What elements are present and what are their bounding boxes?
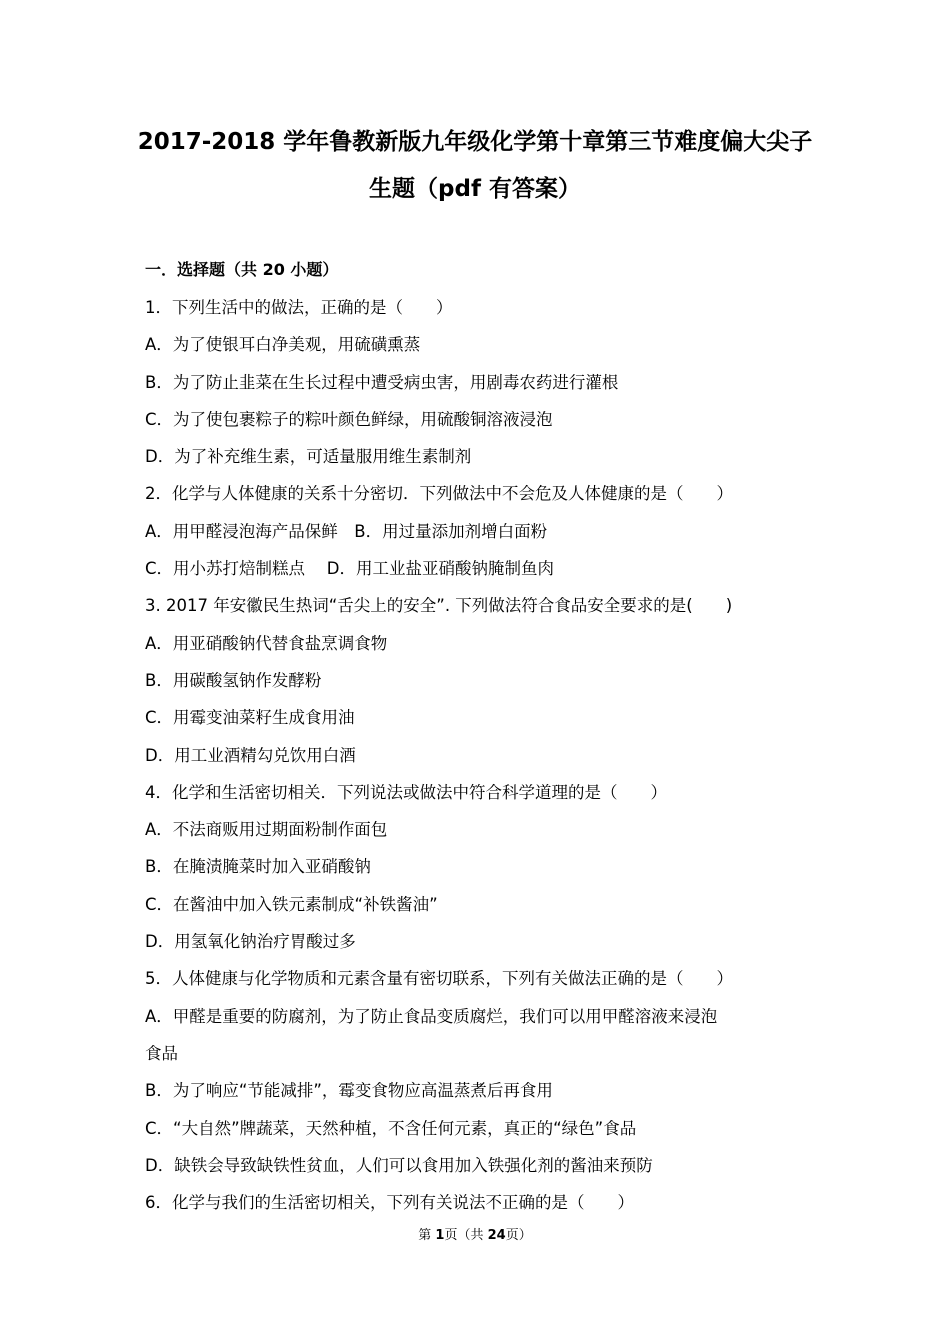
question-1-stem: 1．下列生活中的做法，正确的是（ ）	[145, 298, 453, 317]
document-title-line-2: 生题（pdf 有答案）	[369, 176, 581, 202]
footer-page-number: 1	[435, 1228, 445, 1243]
document-title-line-1: 2017-2018 学年鲁教新版九年级化学第十章第三节难度偏大尖子	[137, 129, 813, 155]
question-1-option-d: D．为了补充维生素，可适量服用维生素制剂	[145, 447, 472, 467]
footer-suffix: 页）	[505, 1228, 532, 1243]
question-5-option-a: A．甲醛是重要的防腐剂，为了防止食品变质腐烂，我们可以用甲醛溶液来浸泡	[145, 1006, 718, 1026]
question-5-option-d: D．缺铁会导致缺铁性贫血，人们可以食用加入铁强化剂的酱油来预防	[145, 1155, 653, 1175]
question-5-option-a-continued: 食品	[145, 1043, 178, 1063]
question-2-options-ab: A．用甲醛浸泡海产品保鲜 B．用过量添加剂增白面粉	[145, 521, 548, 541]
footer-page-total: 24	[487, 1228, 506, 1243]
question-2-stem: 2．化学与人体健康的关系十分密切．下列做法中不会危及人体健康的是（ ）	[145, 484, 733, 504]
question-2-options-cd: C．用小苏打焙制糕点 D．用工业盐亚硝酸钠腌制鱼肉	[145, 559, 554, 579]
section-heading: 一．选择题（共 20 小题）	[145, 260, 339, 279]
question-list	[145, 296, 825, 1228]
question-4-stem: 4．化学和生活密切相关．下列说法或做法中符合科学道理的是（ ）	[145, 782, 667, 802]
question-4-option-d: D．用氢氧化钠治疗胃酸过多	[145, 932, 356, 952]
question-6-stem: 6．化学与我们的生活密切相关，下列有关说法不正确的是（ ）	[145, 1193, 634, 1213]
question-1-option-c: C．为了使包裹粽子的粽叶颜色鲜绿，用硫酸铜溶液浸泡	[145, 409, 553, 429]
footer-middle: 页（共	[444, 1228, 488, 1243]
question-1-option-a: A．为了使银耳白净美观，用硫磺熏蒸	[145, 335, 421, 355]
page-footer	[0, 1227, 950, 1245]
question-3-option-c: C．用霉变油菜籽生成食用油	[145, 708, 355, 728]
question-3-option-a: A．用亚硝酸钠代替食盐烹调食物	[145, 633, 388, 653]
question-4-option-c: C．在酱油中加入铁元素制成“补铁酱油”	[145, 894, 438, 914]
question-3-stem: 3. 2017 年安徽民生热词“舌尖上的安全”. 下列做法符合食品安全要求的是( )	[145, 596, 733, 616]
question-5-option-b: B．为了响应“节能减排”，霉变食物应高温蒸煮后再食用	[145, 1081, 553, 1101]
question-5-stem: 5．人体健康与化学物质和元素含量有密切联系，下列有关做法正确的是（ ）	[145, 969, 733, 989]
question-5-option-c: C．“大自然”牌蔬菜，天然种植，不含任何元素，真正的“绿色”食品	[145, 1118, 637, 1138]
footer-prefix: 第	[418, 1228, 436, 1243]
question-1-option-b: B．为了防止韭菜在生长过程中遭受病虫害，用剧毒农药进行灌根	[145, 372, 619, 392]
question-3-option-b: B．用碳酸氢钠作发酵粉	[145, 670, 322, 690]
question-4-option-a: A．不法商贩用过期面粉制作面包	[145, 820, 388, 840]
question-4-option-b: B．在腌渍腌菜时加入亚硝酸钠	[145, 857, 371, 877]
question-3-option-d: D．用工业酒精勾兑饮用白酒	[145, 745, 356, 765]
